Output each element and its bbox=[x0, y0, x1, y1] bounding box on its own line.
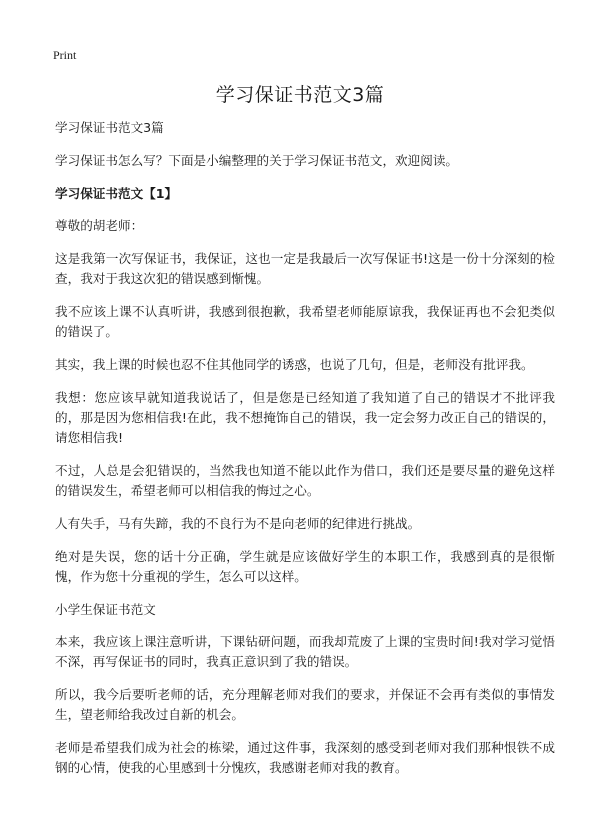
body-paragraph: 我不应该上课不认真听讲，我感到很抱歉，我希望老师能原谅我，我保证再也不会犯类似的错误了。 bbox=[55, 304, 555, 339]
body-paragraph: 老师是希望我们成为社会的栋梁，通过这件事，我深刻的感受到老师对我们那种恨铁不成钢的心情，使我的心里感到十分愧疚，我感谢老师对我的教育。 bbox=[55, 740, 555, 775]
page-title: 学习保证书范文3篇 bbox=[215, 84, 385, 106]
body-paragraph: 本来，我应该上课注意听讲，下课钻研问题，而我却荒废了上课的宝贵时间!我对学习觉悟不深，再写保证书的同时，我真正意识到了我的错误。 bbox=[55, 634, 555, 669]
body-paragraph: 这是我第一次写保证书，我保证，这也一定是我最后一次写保证书!这是一份十分深刻的检查，我对于我这次犯的错误感到惭愧。 bbox=[55, 251, 555, 286]
section-heading-1: 学习保证书范文【1】 bbox=[55, 186, 178, 201]
body-paragraph: 人有失手，马有失蹄，我的不良行为不是向老师的纪律进行挑战。 bbox=[55, 516, 421, 531]
body-paragraph: 所以，我今后要听老师的话，充分理解老师对我们的要求，并保证不会再有类似的事情发生，望老师给我改过自新的机会。 bbox=[55, 687, 555, 722]
body-paragraph: 其实，我上课的时候也忍不住其他同学的诱惑，也说了几句，但是，老师没有批评我。 bbox=[55, 357, 534, 372]
section-heading-2: 小学生保证书范文 bbox=[55, 602, 156, 617]
body-paragraph: 我想：您应该早就知道我说话了，但是您是已经知道了我知道了自己的错误才不批评我的，那是因为您相信我!在此，我不想掩饰自己的错误，我一定会努力改正自己的错误的，请您相信我! bbox=[55, 390, 555, 445]
salutation: 尊敬的胡老师： bbox=[55, 218, 144, 233]
print-link[interactable]: Print bbox=[53, 48, 77, 62]
intro-paragraph: 学习保证书怎么写？下面是小编整理的关于学习保证书范文，欢迎阅读。 bbox=[55, 153, 458, 168]
body-paragraph: 不过，人总是会犯错误的，当然我也知道不能以此作为借口，我们还是要尽量的避免这样的错误发生，希望老师可以相信我的悔过之心。 bbox=[55, 463, 555, 498]
subtitle: 学习保证书范文3篇 bbox=[55, 120, 164, 135]
body-paragraph: 绝对是失误，您的话十分正确，学生就是应该做好学生的本职工作，我感到真的是很惭愧，作为您十分重视的学生，怎么可以这样。 bbox=[55, 549, 555, 584]
document-body bbox=[55, 118, 555, 791]
